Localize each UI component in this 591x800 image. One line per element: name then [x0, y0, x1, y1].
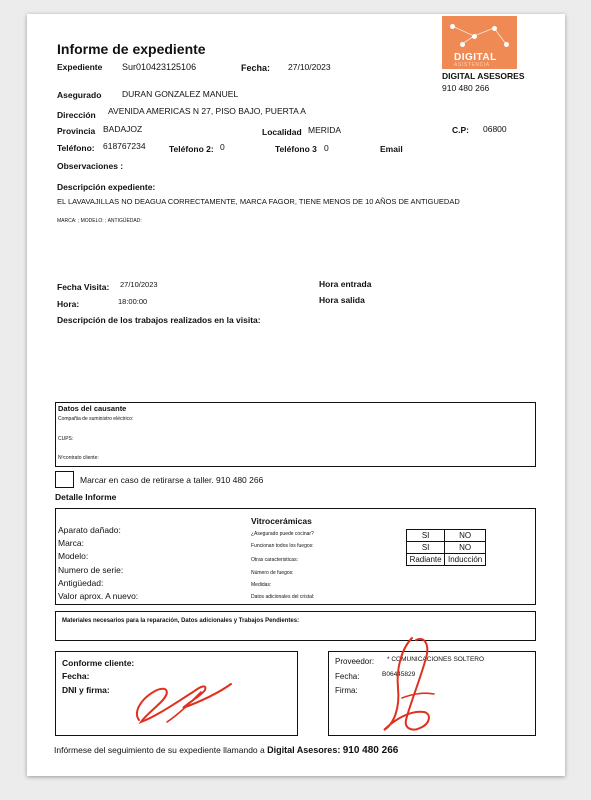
vitro-q4: Número de fuegos:: [251, 570, 294, 576]
footer-phone: 910 480 266: [342, 745, 399, 756]
hora-entrada-label: Hora entrada: [319, 279, 372, 289]
grid-no-2[interactable]: NO: [445, 542, 486, 554]
telefono3-label: Teléfono 3: [275, 144, 317, 154]
footer-message: Infórmese del seguimiento de su expediente llamando a: [54, 745, 265, 755]
vitro-q5: Medidas:: [251, 582, 272, 588]
causante-box: [55, 402, 536, 467]
fecha-visita-label: Fecha Visita:: [57, 282, 110, 292]
cp-value: 06800: [483, 124, 507, 134]
asegurado-value: DURAN GONZALEZ MANUEL: [122, 89, 239, 99]
cliente-dni-label: DNI y firma:: [62, 685, 110, 695]
descripcion-label: Descripción expediente:: [57, 182, 156, 192]
email-label: Email: [380, 144, 403, 154]
localidad-label: Localidad: [262, 127, 302, 137]
descripcion-text: EL LAVAVAJILLAS NO DEAGUA CORRECTAMENTE, MARCA FAGOR, TIENE MENOS DE 10 AÑOS DE ANTIGUEDAD: [57, 197, 460, 206]
telefono2-label: Teléfono 2:: [169, 144, 214, 154]
provider-signature-image: [372, 628, 452, 738]
direccion-label: Dirección: [57, 110, 96, 120]
trabajos-label: Descripción de los trabajos realizados en la visita:: [57, 315, 261, 325]
fecha-label: Fecha:: [241, 63, 271, 73]
telefono3-value: 0: [324, 143, 329, 153]
modelo-label: Modelo:: [58, 551, 89, 561]
vitro-q6: Datos adicionales del cristal:: [251, 594, 315, 600]
proveedor-label: Proveedor:: [335, 657, 375, 666]
proveedor-value: * COMUNICACIONES SOLTERO: [387, 656, 485, 663]
telefono-label: Teléfono:: [57, 143, 95, 153]
descripcion-meta: MARCA: ; MODELO: ; ANTIGÜEDAD:: [57, 218, 142, 224]
grid-radiante[interactable]: Radiante: [407, 554, 445, 566]
aparato-label: Aparato dañado:: [58, 525, 121, 535]
valor-label: Valor aprox. A nuevo:: [58, 591, 139, 601]
cp-label: C.P:: [452, 125, 469, 135]
cups-label: CUPS:: [58, 436, 74, 442]
taller-checkbox[interactable]: [55, 471, 74, 488]
detalle-box: [55, 508, 536, 605]
materiales-box: [55, 611, 536, 641]
grid-si-1[interactable]: SI: [407, 530, 445, 542]
hora-value: 18:00:00: [118, 297, 148, 306]
provincia-label: Provincia: [57, 126, 96, 136]
hora-label: Hora:: [57, 299, 80, 309]
materiales-label: Materiales necesarios para la reparación, Datos adicionales y Trabajos Pendientes:: [62, 618, 300, 624]
report-sheet: [27, 14, 565, 776]
cliente-fecha-label: Fecha:: [62, 671, 90, 681]
proveedor-fecha-label: Fecha:: [335, 672, 360, 681]
serie-label: Numero de serie:: [58, 565, 124, 575]
grid-induccion[interactable]: Inducción: [445, 554, 486, 566]
digital-asesores-logo: [442, 16, 517, 69]
client-signature-image: [127, 662, 237, 732]
logo-subword: ASISTENCIA: [454, 62, 490, 68]
provincia-value: BADAJOZ: [103, 124, 143, 134]
proveedor-firma-label: Firma:: [335, 686, 358, 695]
expediente-value: Sur010423125106: [122, 62, 197, 72]
asegurado-label: Asegurado: [57, 90, 102, 100]
vitro-q2: Funcionan todos los fuegos:: [251, 543, 314, 549]
page-title: Informe de expediente: [57, 41, 206, 57]
company-name: DIGITAL ASESORES: [442, 71, 525, 81]
expediente-label: Expediente: [57, 62, 103, 72]
fecha-value: 27/10/2023: [288, 62, 331, 72]
telefono2-value: 0: [220, 142, 225, 152]
footer-text: [54, 746, 398, 756]
fecha-visita-value: 27/10/2023: [120, 280, 158, 289]
vitro-q3: Otras caracteristicas:: [251, 557, 298, 563]
conforme-cliente-label: Conforme cliente:: [62, 658, 135, 668]
footer-company: Digital Asesores:: [267, 745, 341, 755]
contrato-label: Nºcontrato cliente:: [58, 455, 99, 461]
detalle-title: Detalle Informe: [55, 492, 117, 502]
direccion-value: AVENIDA AMERICAS N 27, PISO BAJO, PUERTA A: [108, 106, 306, 116]
antiguedad-label: Antigüedad:: [58, 578, 104, 588]
proveedor-fecha-value: B06445829: [382, 671, 416, 678]
causante-title: Datos del causante: [58, 404, 127, 413]
vitro-options-grid: [406, 529, 486, 566]
grid-si-2[interactable]: SI: [407, 542, 445, 554]
marca-label: Marca:: [58, 538, 84, 548]
logo-word: DIGITAL: [454, 52, 497, 63]
taller-label: Marcar en caso de retirarse a taller. 910 480 266: [80, 475, 264, 485]
vitro-q1: ¿Asegurado puede cocinar?: [251, 531, 314, 537]
compania-label: Compañia de suministro eléctrico:: [58, 416, 134, 422]
telefono-value: 618767234: [103, 141, 146, 151]
vitro-title: Vitrocerámicas: [251, 516, 312, 526]
observaciones-label: Observaciones :: [57, 161, 124, 171]
grid-no-1[interactable]: NO: [445, 530, 486, 542]
hora-salida-label: Hora salida: [319, 295, 365, 305]
company-phone: 910 480 266: [442, 83, 490, 93]
localidad-value: MERIDA: [308, 125, 342, 135]
